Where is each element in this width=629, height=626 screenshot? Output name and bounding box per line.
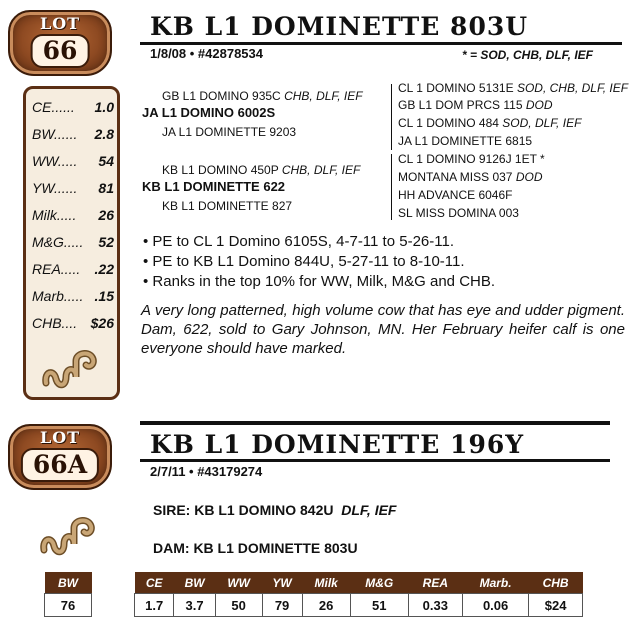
animal-name: KB L1 DOMINETTE 803U xyxy=(150,12,529,41)
pedigree-sire: JA L1 DOMINO 6002S xyxy=(142,105,276,120)
lot-description: A very long patterned, high volume cow that has eye and udder pigment. Dam, 622, sold to Gary Johnson, MN. Her February heifer calf is one everyone should have marked. xyxy=(141,302,625,357)
pedigree-sire-sire: GB L1 DOMINO 935C CHB, DLF, IEF xyxy=(162,89,363,103)
footnote: * = SOD, CHB, DLF, IEF xyxy=(462,48,594,62)
epd-header: Marb. xyxy=(463,572,529,594)
pedigree-dam-sire: KB L1 DOMINO 450P CHB, DLF, IEF xyxy=(162,163,361,177)
lot-number: 66A xyxy=(21,448,99,482)
brand-mark-icon xyxy=(38,514,100,558)
section-divider xyxy=(140,421,610,425)
epd-value: 0.33 xyxy=(408,594,462,617)
pedigree-fourth-gen: CL 1 DOMINO 5131E SOD, CHB, DLF, IEF xyxy=(398,81,629,95)
epd-panel: CE...... 1.0 BW...... 2.8 WW..... 54 YW...... 81 Milk..... 26 M&G..... 52 REA..... .22 Marb..... .15 CHB.... $26 xyxy=(23,86,120,400)
epd-value: 0.06 xyxy=(463,594,529,617)
epd-header: Milk xyxy=(302,572,350,594)
epd-header: CE xyxy=(135,572,174,594)
header-rule xyxy=(140,459,610,462)
pedigree-dam: KB L1 DOMINETTE 622 xyxy=(142,179,286,194)
animal-name: KB L1 DOMINETTE 196Y xyxy=(150,430,525,459)
epd-header: WW xyxy=(215,572,262,594)
epd-header: BW xyxy=(174,572,215,594)
epd-value: 3.7 xyxy=(174,594,215,617)
pedigree-fourth-gen: HH ADVANCE 6046F xyxy=(398,188,513,202)
lot-label: LOT xyxy=(39,428,81,447)
sire-line: SIRE: KB L1 DOMINO 842U DLF, IEF xyxy=(153,502,397,518)
epd-value: 1.7 xyxy=(135,594,174,617)
bw-table xyxy=(44,572,92,617)
epd-header: YW xyxy=(262,572,302,594)
epd-header: REA xyxy=(408,572,462,594)
epd-value: $24 xyxy=(529,594,583,617)
pedigree-fourth-gen: JA L1 DOMINETTE 6815 xyxy=(398,134,533,148)
epd-value: 79 xyxy=(262,594,302,617)
pedigree-sire-dam: JA L1 DOMINETTE 9203 xyxy=(162,125,297,139)
birth-registration: 2/7/11 • #43179274 xyxy=(150,464,263,479)
header-rule xyxy=(140,42,622,45)
birth-registration: 1/8/08 • #42878534 xyxy=(150,46,263,61)
bullet-item: • PE to KB L1 Domino 844U, 5-27-11 to 8-10-11. xyxy=(143,253,465,270)
brand-mark-icon xyxy=(40,347,102,391)
pedigree-fourth-gen: CL 1 DOMINO 484 SOD, DLF, IEF xyxy=(398,116,582,130)
epd-table xyxy=(134,572,583,617)
pedigree-divider xyxy=(391,84,392,150)
pedigree-fourth-gen: GB L1 DOM PRCS 115 DOD xyxy=(398,98,553,112)
epd-header: M&G xyxy=(350,572,408,594)
epd-value: 51 xyxy=(350,594,408,617)
epd-header: CHB xyxy=(529,572,583,594)
bullet-item: • PE to CL 1 Domino 6105S, 4-7-11 to 5-26-11. xyxy=(143,233,454,250)
lot-badge-66a xyxy=(8,424,112,490)
epd-value: 50 xyxy=(215,594,262,617)
bullet-item: • Ranks in the top 10% for WW, Milk, M&G and CHB. xyxy=(143,273,496,290)
epd-value: 26 xyxy=(302,594,350,617)
pedigree-fourth-gen: MONTANA MISS 037 DOD xyxy=(398,170,543,184)
pedigree-fourth-gen: CL 1 DOMINO 9126J 1ET * xyxy=(398,152,545,166)
pedigree-dam-dam: KB L1 DOMINETTE 827 xyxy=(162,199,293,213)
bw-value: 76 xyxy=(45,594,92,617)
lot-label: LOT xyxy=(39,14,81,33)
pedigree-divider xyxy=(391,154,392,220)
lot-number: 66 xyxy=(31,34,90,68)
lot-badge-66 xyxy=(8,10,112,76)
bw-header: BW xyxy=(45,572,92,594)
dam-line: DAM: KB L1 DOMINETTE 803U xyxy=(153,540,358,556)
pedigree-fourth-gen: SL MISS DOMINA 003 xyxy=(398,206,519,220)
